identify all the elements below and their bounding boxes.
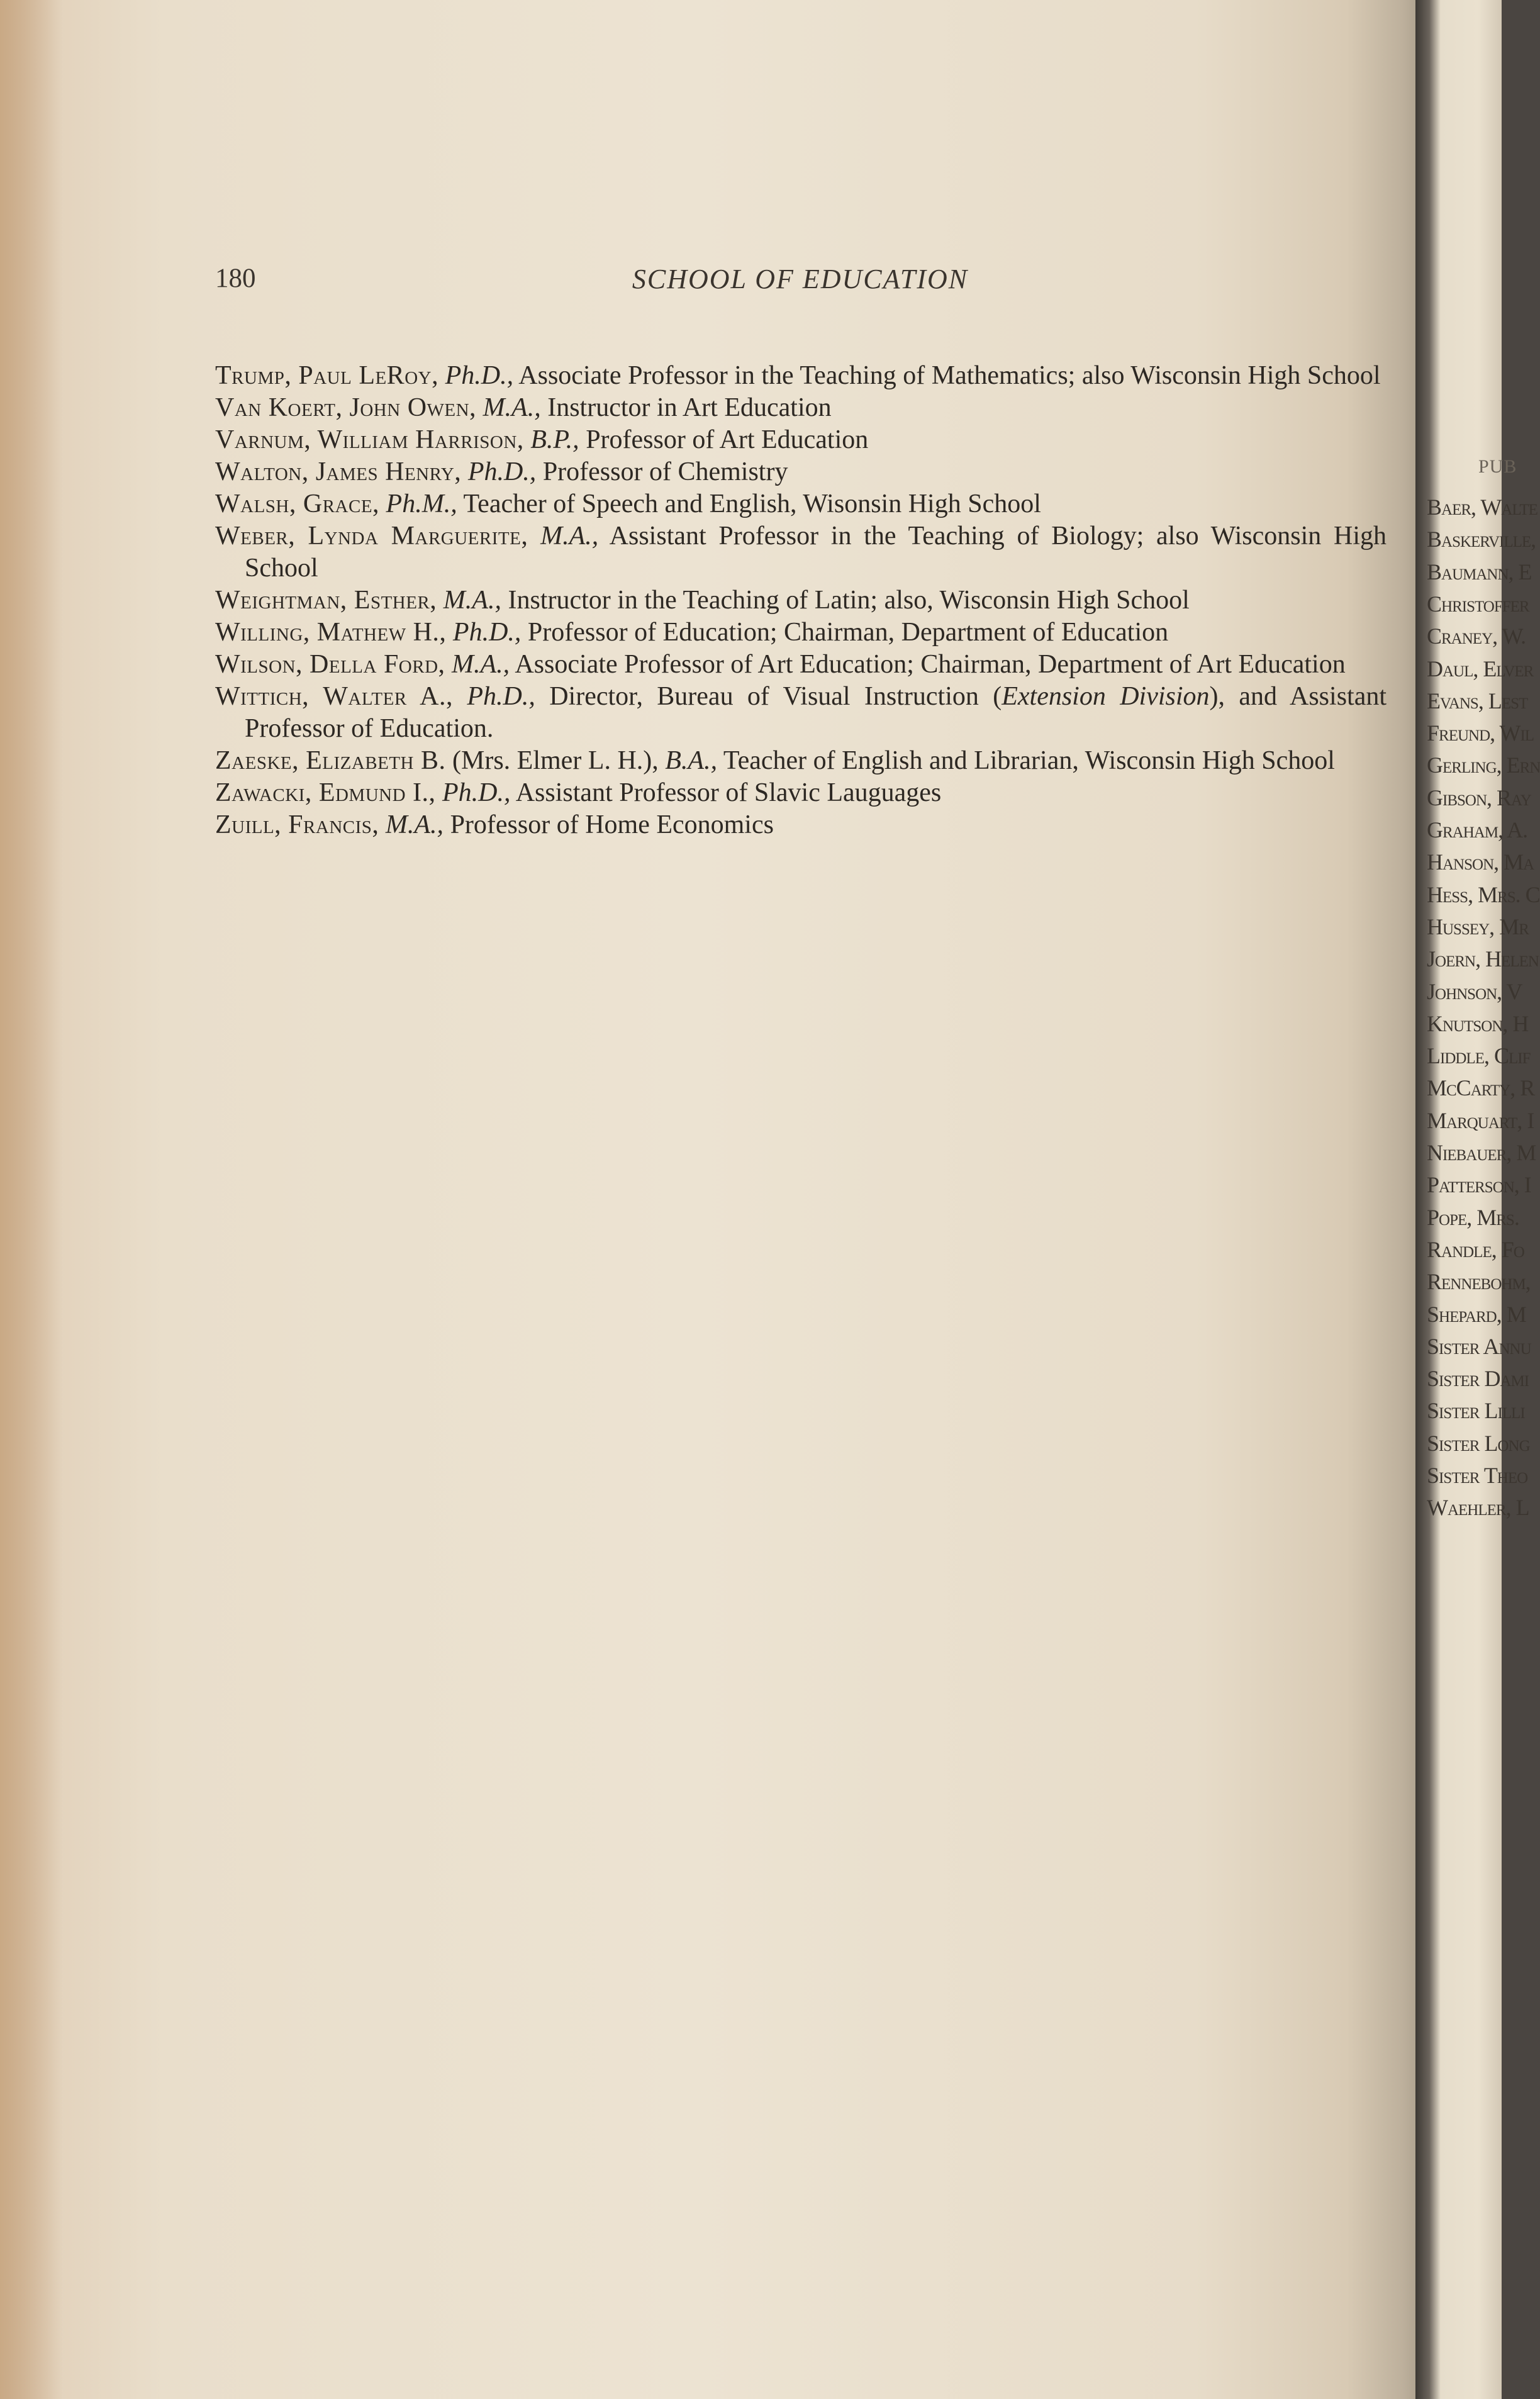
faculty-name: Weightman, Esther, [215, 586, 437, 615]
faculty-degree: B.P., [530, 425, 579, 454]
faculty-name: Willing, Mathew H., [215, 618, 447, 647]
faculty-name: Wilson, Della Ford, [215, 650, 445, 679]
faculty-degree: Ph.D., [467, 682, 535, 711]
adjacent-page-line: Rennebohm, [1427, 1269, 1531, 1295]
faculty-degree: Ph.D., [452, 618, 522, 647]
faculty-name: Trump, Paul LeRoy, [215, 361, 439, 390]
list-item [215, 617, 1387, 649]
faculty-name: Walsh, Grace, [215, 489, 380, 518]
adjacent-page-line: Niebauer, M [1427, 1140, 1536, 1165]
faculty-title: Instructor in the Teaching of Latin; also, Wisconsin High School [508, 586, 1190, 615]
list-item [215, 520, 1387, 584]
faculty-name: Weber, Lynda Marguerite, [215, 522, 528, 551]
faculty-degree: B.A., [665, 746, 718, 775]
faculty-name: Varnum, William Harrison, [215, 425, 524, 454]
adjacent-page-line: Pope, Mrs. [1427, 1204, 1519, 1230]
adjacent-page-line: Gibson, Ray [1427, 785, 1531, 810]
faculty-degree: Ph.D., [442, 778, 511, 807]
adjacent-page-line: Baskerville, [1427, 527, 1536, 552]
adjacent-page-line: Hussey, Mr [1427, 914, 1529, 939]
adjacent-page-edge [1415, 0, 1540, 2399]
adjacent-page-line: Baer, Walte [1427, 495, 1537, 520]
faculty-degree: M.A., [443, 586, 501, 615]
list-item [215, 392, 1387, 424]
faculty-title: Professor of Chemistry [542, 457, 788, 486]
faculty-degree: M.A., [483, 393, 541, 422]
adjacent-page-line: Daul, Elver [1427, 656, 1534, 681]
list-item [215, 456, 1387, 488]
faculty-title: Professor of Art Education [586, 425, 869, 454]
adjacent-page-line: Sister Annu [1427, 1333, 1531, 1359]
adjacent-page-line: Shepard, M [1427, 1301, 1526, 1327]
adjacent-page-line: Sister Dami [1427, 1366, 1529, 1392]
adjacent-page-line: Gerling, Ern [1427, 752, 1540, 778]
faculty-title: Director, Bureau of Visual Instruction (Extension Division), and Assistant Professor of Education. [245, 682, 1387, 743]
adjacent-page-line: Hess, Mrs. C [1427, 881, 1540, 907]
adjacent-page-line: Marquart, I [1427, 1107, 1534, 1133]
adjacent-page-line: Hanson, Ma [1427, 849, 1534, 875]
faculty-name: Zuill, Francis, [215, 810, 379, 839]
page-number: 180 [215, 264, 256, 293]
faculty-name: Zaeske, Elizabeth B. [215, 746, 446, 775]
faculty-title: Associate Professor in the Teaching of Mathematics; also Wisconsin High School [518, 361, 1381, 390]
faculty-title: Professor of Home Economics [450, 810, 774, 839]
adjacent-page-line: Freund, Wil [1427, 720, 1534, 746]
adjacent-page-line: Sister Lilli [1427, 1398, 1525, 1424]
adjacent-page-line: Graham, A. [1427, 817, 1528, 842]
faculty-title: Instructor in Art Education [547, 393, 832, 422]
faculty-degree: Ph.D., [445, 361, 514, 390]
page-header [215, 263, 1385, 301]
faculty-degree: Ph.M., [386, 489, 457, 518]
faculty-title: Associate Professor of Art Education; Chairman, Department of Art Education [515, 650, 1346, 679]
adjacent-page-line: Evans, Lest [1427, 688, 1528, 713]
list-item [215, 777, 1387, 809]
faculty-title: Assistant Professor of Slavic Lauguages [515, 778, 942, 807]
adjacent-page-line: Johnson, V [1427, 978, 1522, 1004]
faculty-name: Van Koert, John Owen, [215, 393, 477, 422]
list-item [215, 745, 1387, 777]
list-item [215, 488, 1387, 520]
running-title: SCHOOL OF EDUCATION [632, 264, 969, 294]
adjacent-page-line: Christoffer [1427, 591, 1529, 617]
adjacent-page-line: Knutson, H [1427, 1010, 1529, 1036]
faculty-title: Assistant Professor in the Teaching of Biology; also Wisconsin High School [245, 522, 1387, 583]
faculty-degree: M.A., [452, 650, 510, 679]
faculty-title: Teacher of Speech and English, Wisonsin High School [463, 489, 1041, 518]
adjacent-page-line: Sister Long [1427, 1430, 1530, 1456]
list-item [215, 424, 1387, 456]
adjacent-page-line: Waehler, L [1427, 1495, 1529, 1521]
faculty-name-suffix: (Mrs. Elmer L. H.), [452, 746, 659, 775]
adjacent-page-line: McCarty, R [1427, 1075, 1535, 1101]
list-item [215, 649, 1387, 681]
adjacent-page-line: Patterson, I [1427, 1172, 1531, 1198]
adjacent-page-line: Baumann, E [1427, 559, 1532, 584]
list-item [215, 360, 1387, 392]
adjacent-page-heading: PUB [1478, 456, 1517, 477]
page-gutter-shadow [0, 0, 63, 2399]
adjacent-page-line: Craney, W. [1427, 624, 1526, 649]
adjacent-page-line: Sister Theo [1427, 1463, 1528, 1488]
list-item [215, 584, 1387, 617]
faculty-name: Wittich, Walter A., [215, 682, 454, 711]
adjacent-page-line: Joern, Helen [1427, 946, 1539, 972]
faculty-list [215, 360, 1387, 841]
faculty-degree: Ph.D., [467, 457, 537, 486]
adjacent-page-line: Liddle, Clif [1427, 1043, 1531, 1069]
faculty-name: Zawacki, Edmund I., [215, 778, 436, 807]
faculty-degree: M.A., [540, 522, 599, 551]
adjacent-page-line: Randle, Fo [1427, 1236, 1524, 1262]
division-name: Extension Division [1002, 682, 1210, 711]
faculty-degree: M.A., [385, 810, 444, 839]
faculty-name: Walton, James Henry, [215, 457, 462, 486]
faculty-title: Teacher of English and Librarian, Wisconsin High School [723, 746, 1335, 775]
list-item [215, 681, 1387, 745]
list-item [215, 809, 1387, 841]
faculty-title: Professor of Education; Chairman, Department of Education [527, 618, 1169, 647]
